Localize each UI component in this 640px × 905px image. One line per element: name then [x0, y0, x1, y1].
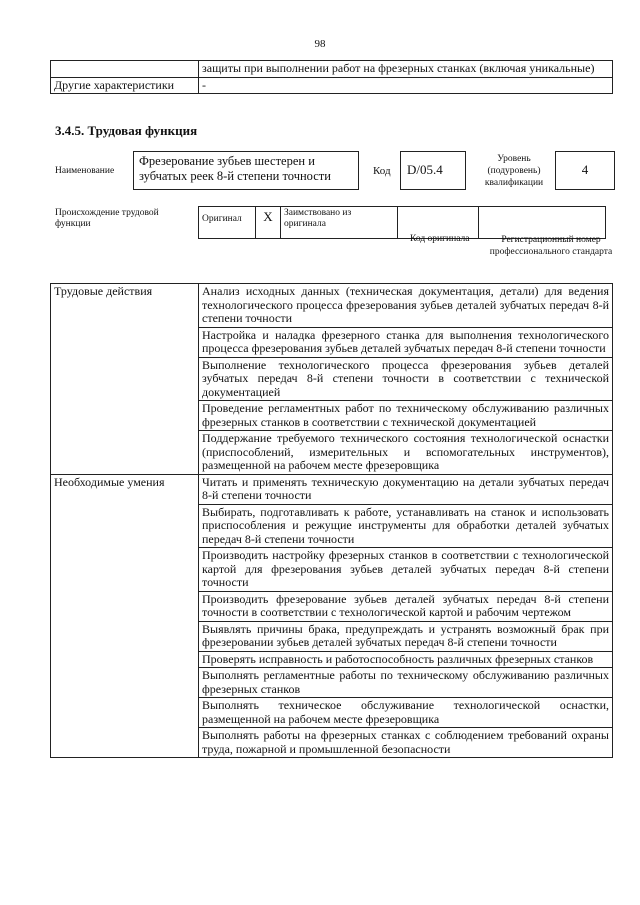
level-value-box: 4 [555, 151, 615, 190]
borrowed-label: Заимствовано из оригинала [281, 207, 398, 239]
list-item: Проведение регламентных работ по техническому обслуживанию различных фрезерных станков в соответствии с технической документацией [199, 401, 613, 431]
list-item: Выполнять работы на фрезерных станках с соблюдением требований охраны труда, пожарной и промышленной безопасности [199, 728, 613, 758]
labor-actions-header: Трудовые действия [51, 284, 199, 475]
characteristics-table [50, 60, 613, 94]
original-mark: X [256, 207, 281, 239]
code-original-caption: Код оригинала [410, 234, 470, 244]
list-item: Выполнять техническое обслуживание технологической оснастки, размещенной на рабочем месте фрезеровщика [199, 698, 613, 728]
table-row [51, 284, 613, 328]
list-item: Производить настройку фрезерных станков в соответствии с технологической картой для фрезерования зубьев деталей зубчатых передач 8-й степени точности [199, 548, 613, 592]
function-code-box: D/05.4 [400, 151, 466, 190]
other-characteristics-value: - [199, 77, 613, 94]
required-skills-header: Необходимые умения [51, 474, 199, 758]
list-item: Поддержание требуемого технического состояния технологической оснастки (приспособлений, измерительных и вспомогательных инструментов), размещенной на рабочем месте фрезеровщика [199, 431, 613, 475]
list-item: Выявлять причины брака, предупреждать и устранять возможный брак при фрезеровании зубьев деталей зубчатых передач 8-й степени точности [199, 621, 613, 651]
origin-label: Происхождение трудовой функции [55, 208, 159, 229]
list-item: Выполнение технологического процесса фрезерования зубьев деталей зубчатых передач 8-й степени точности в соответствии с технической документацией [199, 357, 613, 401]
original-label: Оригинал [199, 207, 256, 239]
page-number: 98 [314, 38, 326, 50]
list-item: Производить фрезерование зубьев деталей зубчатых передач 8-й степени точности в соответствии с технологической картой и рабочим чертежом [199, 591, 613, 621]
name-label: Наименование [55, 166, 115, 176]
other-characteristics-label: Другие характеристики [51, 77, 199, 94]
list-item: Анализ исходных данных (техническая документация, детали) для ведения технологического процесса фрезерования зубьев деталей зубчатых передач 8-й степени точности [199, 284, 613, 328]
level-label: Уровень (подуровень) квалификации [484, 154, 544, 188]
list-item: Выполнять регламентные работы по техническому обслуживанию различных фрезерных станков [199, 668, 613, 698]
list-item: Настройка и наладка фрезерного станка для выполнения технологического процесса фрезерования зубьев деталей зубчатых передач 8-й степени точности [199, 327, 613, 357]
labor-function-table [50, 283, 613, 758]
list-item: Выбирать, подготавливать к работе, устанавливать на станок и использовать приспособления и режущие инструменты для обработки деталей зубчатых передач 8-й степени точности [199, 504, 613, 548]
characteristics-continued-text: защиты при выполнении работ на фрезерных станках (включая уникальные) [199, 61, 613, 78]
table-row [51, 474, 613, 504]
section-title: 3.4.5. Трудовая функция [55, 123, 198, 138]
function-name-box: Фрезерование зубьев шестерен и зубчатых реек 8-й степени точности [133, 151, 359, 190]
reg-number-caption: Регистрационный номер профессионального стандарта [489, 235, 613, 257]
characteristics-empty-cell [51, 61, 199, 78]
list-item: Проверять исправность и работоспособность различных фрезерных станков [199, 651, 613, 668]
list-item: Читать и применять техническую документацию на детали зубчатых передач 8-й степени точности [199, 474, 613, 504]
code-label: Код [373, 165, 391, 177]
